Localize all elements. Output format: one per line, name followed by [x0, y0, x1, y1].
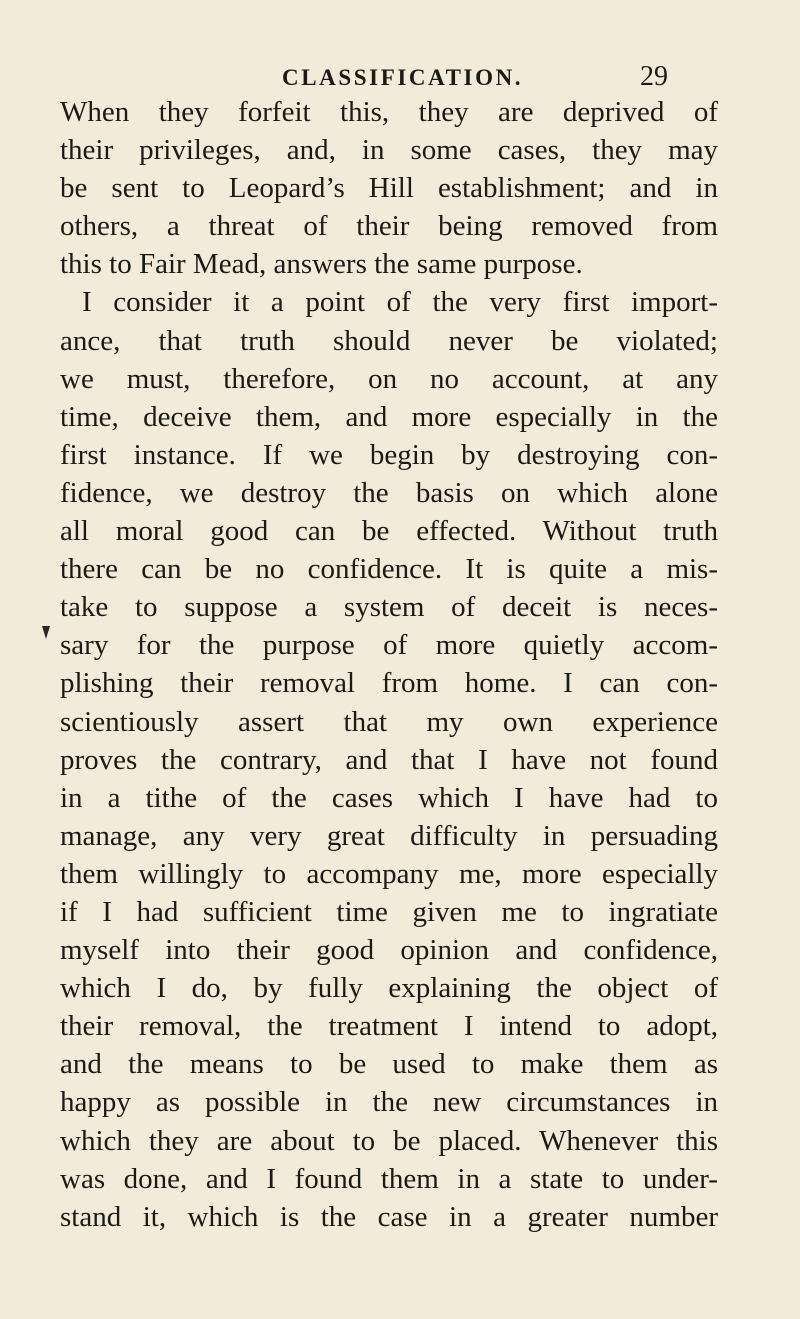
text-line: in a tithe of the cases which I have had to [60, 781, 718, 814]
text-line: myself into their good opinion and confidence, [60, 934, 718, 967]
text-line: there can be no confidence. It is quite a mis- [60, 553, 718, 586]
text-line: I consider it a point of the very first import- [82, 286, 718, 319]
text-line: their removal, the treatment I intend to adopt, [60, 1010, 718, 1043]
text-line: sary for the purpose of more quietly accom- [60, 629, 718, 662]
text-line: fidence, we destroy the basis on which alone [60, 476, 718, 509]
text-line: time, deceive them, and more especially in the [60, 400, 718, 433]
text-line: ance, that truth should never be violated; [60, 324, 718, 357]
text-line: be sent to Leopard’s Hill establishment; and in [60, 172, 718, 205]
text-line: take to suppose a system of deceit is neces- [60, 591, 718, 624]
text-line: happy as possible in the new circumstances in [60, 1086, 718, 1119]
text-line: When they forfeit this, they are deprived of [60, 96, 718, 128]
text-line: proves the contrary, and that I have not found [60, 743, 718, 776]
text-line: we must, therefore, on no account, at any [60, 362, 718, 395]
text-line: their privileges, and, in some cases, they may [60, 134, 718, 167]
running-title: CLASSIFICATION. [282, 65, 524, 90]
text-line: first instance. If we begin by destroying con- [60, 438, 718, 471]
text-line: which I do, by fully explaining the object of [60, 972, 718, 1005]
text-line: and the means to be used to make them as [60, 1048, 718, 1081]
text-line: others, a threat of their being removed from [60, 210, 718, 243]
text-line: them willingly to accompany me, more especially [60, 857, 718, 890]
text-line: this to Fair Mead, answers the same purpose. [60, 248, 583, 281]
text-line: which they are about to be placed. Whenever this [60, 1124, 718, 1157]
text-line: plishing their removal from home. I can con- [60, 667, 718, 700]
text-line: was done, and I found them in a state to under- [60, 1162, 718, 1195]
text-line: scientiously assert that my own experience [60, 705, 718, 738]
text-line: if I had sufficient time given me to ingratiate [60, 895, 718, 928]
margin-mark-icon [42, 626, 50, 639]
text-line: all moral good can be effected. Without truth [60, 515, 718, 548]
text-line: stand it, which is the case in a greater number [60, 1200, 718, 1233]
body-text [60, 93, 718, 1236]
text-line: manage, any very great difficulty in persuading [60, 819, 718, 852]
page-number: 29 [640, 61, 668, 92]
